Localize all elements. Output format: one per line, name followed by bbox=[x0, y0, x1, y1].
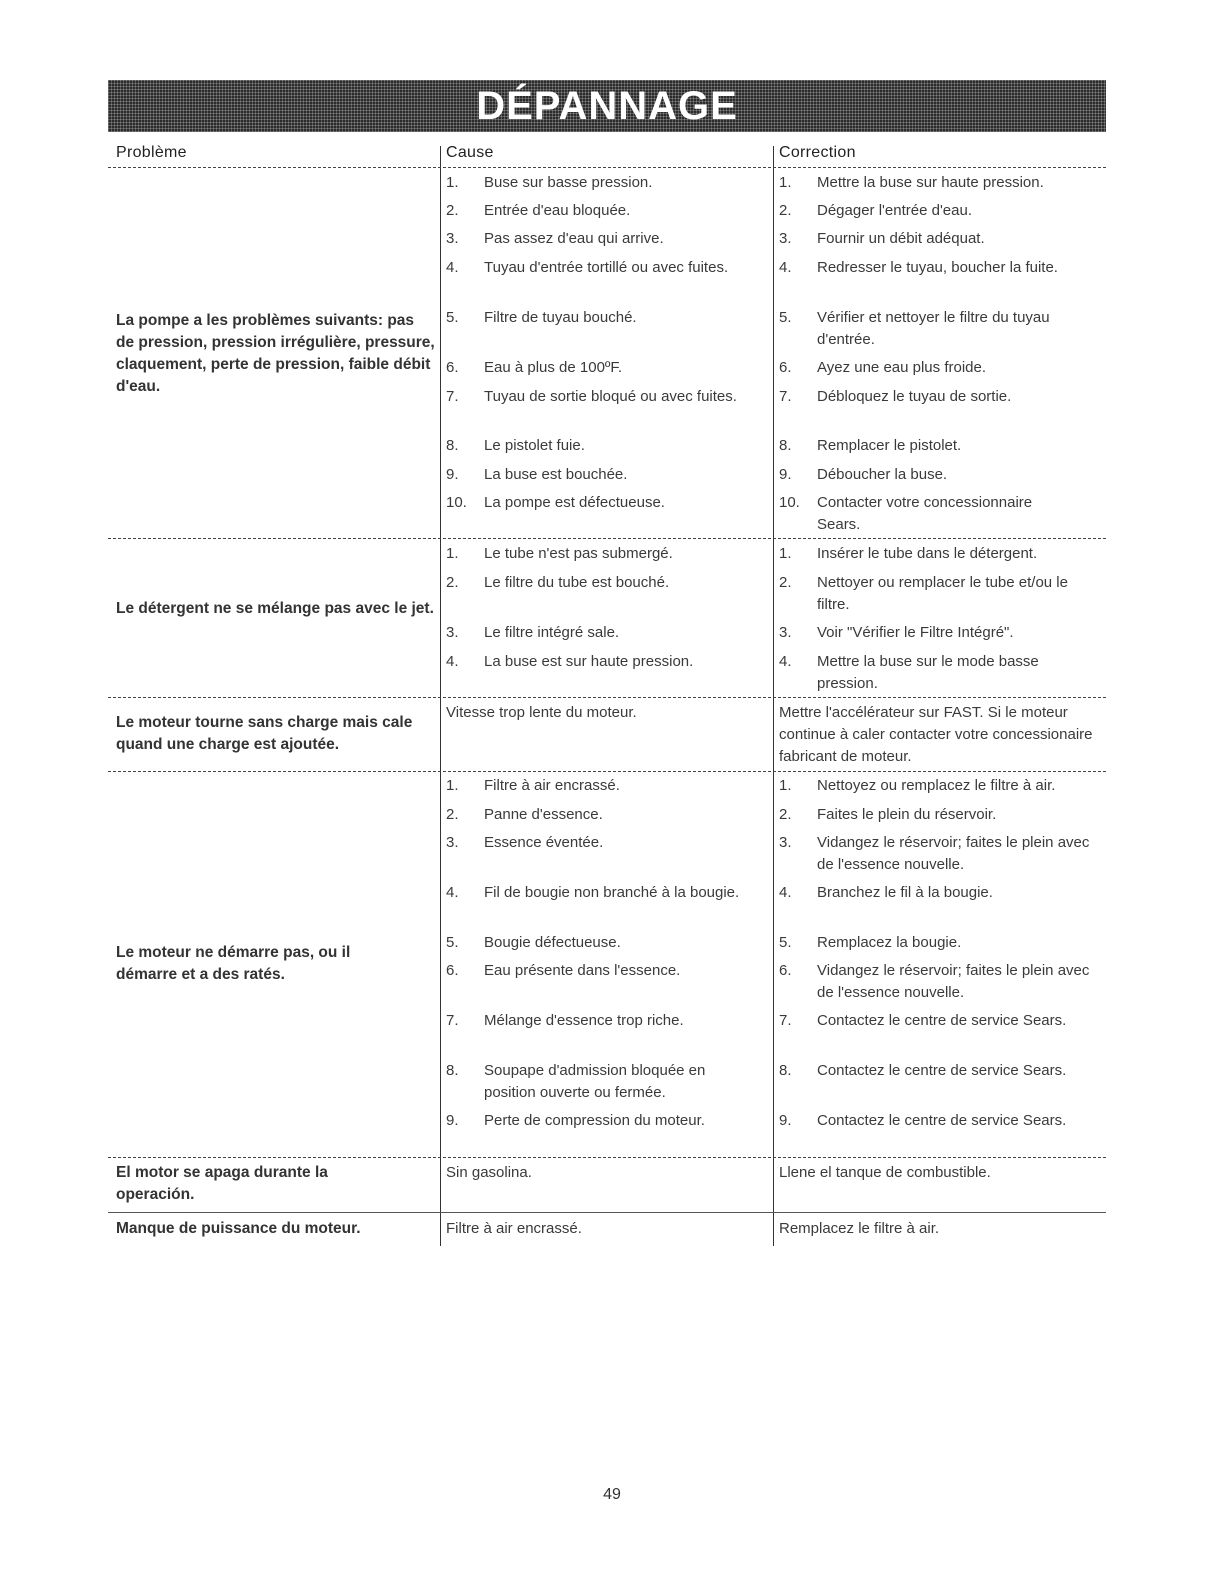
cause-text: Le pistolet fuie. bbox=[484, 437, 585, 454]
correction-number: 1. bbox=[779, 777, 792, 794]
cause-text: Filtre à air encrassé. bbox=[446, 1220, 582, 1237]
problem-text: La pompe a les problèmes suivants: pas de pression, pression irrégulière, pressure, claquement, perte de pression, faible débit d'eau. bbox=[116, 312, 435, 395]
cause-item bbox=[446, 357, 756, 379]
cause-number: 8. bbox=[446, 1062, 459, 1079]
title-banner bbox=[108, 80, 1106, 132]
correction-item bbox=[779, 172, 1105, 194]
problem-text: Le moteur ne démarre pas, ou il démarre et a des ratés. bbox=[116, 944, 351, 983]
cause-number: 2. bbox=[446, 806, 459, 823]
correction-item bbox=[779, 804, 1105, 826]
problem-text: Manque de puissance du moteur. bbox=[116, 1220, 361, 1237]
correction-number: 10. bbox=[779, 494, 800, 511]
cause-item bbox=[446, 435, 756, 457]
cause-item bbox=[446, 960, 756, 982]
problem-text: Le détergent ne se mélange pas avec le jet. bbox=[116, 600, 434, 617]
correction-number: 3. bbox=[779, 834, 792, 851]
correction-text: Llene el tanque de combustible. bbox=[779, 1164, 991, 1181]
cause-item bbox=[446, 932, 756, 954]
correction-number: 2. bbox=[779, 574, 792, 591]
cause-item bbox=[446, 651, 756, 673]
cause-number: 7. bbox=[446, 1012, 459, 1029]
cause-text: Pas assez d'eau qui arrive. bbox=[484, 230, 664, 247]
correction-item bbox=[779, 228, 1105, 250]
cause-text: Tuyau de sortie bloqué ou avec fuites. bbox=[484, 388, 737, 405]
correction-item bbox=[779, 543, 1105, 565]
correction-item bbox=[779, 357, 1105, 379]
correction-number: 5. bbox=[779, 309, 792, 326]
cause-text: Panne d'essence. bbox=[484, 806, 603, 823]
correction-number: 4. bbox=[779, 653, 792, 670]
correction-number: 9. bbox=[779, 1112, 792, 1129]
correction-number: 2. bbox=[779, 202, 792, 219]
correction-text: Contactez le centre de service Sears. bbox=[817, 1062, 1067, 1079]
problem-text: El motor se apaga durante la operación. bbox=[116, 1164, 328, 1203]
row-separator bbox=[108, 1212, 1106, 1213]
correction-text: Vérifier et nettoyer le filtre du tuyau d'entrée. bbox=[817, 309, 1050, 348]
cause-text: La pompe est défectueuse. bbox=[484, 494, 665, 511]
correction-number: 6. bbox=[779, 359, 792, 376]
cause-number: 4. bbox=[446, 653, 459, 670]
correction-text: Déboucher la buse. bbox=[817, 466, 948, 483]
cause-item bbox=[446, 572, 756, 594]
cause-text: Eau présente dans l'essence. bbox=[484, 962, 681, 979]
row-separator bbox=[108, 538, 1106, 539]
cause-item bbox=[446, 200, 756, 222]
correction-text: Ayez une eau plus froide. bbox=[817, 359, 987, 376]
correction-item bbox=[779, 572, 1079, 616]
correction-text: Redresser le tuyau, boucher la fuite. bbox=[817, 259, 1058, 276]
correction-number: 8. bbox=[779, 437, 792, 454]
column-header-correction: Correction bbox=[779, 144, 856, 161]
cause-number: 9. bbox=[446, 1112, 459, 1129]
correction-item bbox=[779, 464, 1105, 486]
correction-text: Dégager l'entrée d'eau. bbox=[817, 202, 973, 219]
correction-number: 5. bbox=[779, 934, 792, 951]
row-separator bbox=[108, 771, 1106, 772]
cause-item bbox=[446, 1110, 756, 1132]
correction-text: Contactez le centre de service Sears. bbox=[817, 1012, 1067, 1029]
cause-number: 5. bbox=[446, 309, 459, 326]
cause-text: Sin gasolina. bbox=[446, 1164, 532, 1181]
correction-number: 9. bbox=[779, 466, 792, 483]
cause-number: 2. bbox=[446, 574, 459, 591]
cause-item bbox=[446, 775, 756, 797]
cause-number: 2. bbox=[446, 202, 459, 219]
correction-number: 1. bbox=[779, 545, 792, 562]
correction-number: 6. bbox=[779, 962, 792, 979]
correction-item bbox=[779, 651, 1079, 695]
row-separator bbox=[108, 1157, 1106, 1158]
cause-item bbox=[446, 307, 756, 329]
cause-item bbox=[446, 228, 756, 250]
cause-text: Perte de compression du moteur. bbox=[484, 1112, 705, 1129]
page-number: 49 bbox=[603, 1486, 621, 1503]
cause-number: 5. bbox=[446, 934, 459, 951]
cause-text: Filtre de tuyau bouché. bbox=[484, 309, 637, 326]
cause-text: Le filtre du tube est bouché. bbox=[484, 574, 670, 591]
correction-number: 4. bbox=[779, 884, 792, 901]
page-title: DÉPANNAGE bbox=[476, 84, 738, 128]
correction-item bbox=[779, 622, 1105, 644]
correction-text: Remplacez le filtre à air. bbox=[779, 1220, 940, 1237]
cause-item bbox=[446, 464, 756, 486]
correction-text: Nettoyez ou remplacez le filtre à air. bbox=[817, 777, 1056, 794]
cause-number: 1. bbox=[446, 777, 459, 794]
correction-text: Mettre la buse sur haute pression. bbox=[817, 174, 1044, 191]
cause-text: Entrée d'eau bloquée. bbox=[484, 202, 631, 219]
correction-text: Mettre la buse sur le mode basse pression. bbox=[817, 653, 1039, 692]
correction-text: Nettoyer ou remplacer le tube et/ou le filtre. bbox=[817, 574, 1068, 613]
cause-item bbox=[446, 1010, 756, 1032]
correction-text: Voir "Vérifier le Filtre Intégré". bbox=[817, 624, 1014, 641]
cause-number: 10. bbox=[446, 494, 467, 511]
correction-item bbox=[779, 307, 1105, 351]
cause-text: La buse est sur haute pression. bbox=[484, 653, 694, 670]
correction-number: 2. bbox=[779, 806, 792, 823]
correction-item bbox=[779, 386, 1105, 408]
correction-number: 3. bbox=[779, 230, 792, 247]
correction-text: Insérer le tube dans le détergent. bbox=[817, 545, 1038, 562]
cause-text: Vitesse trop lente du moteur. bbox=[446, 704, 637, 721]
problem-text: Le moteur tourne sans charge mais cale quand une charge est ajoutée. bbox=[116, 714, 413, 753]
cause-number: 8. bbox=[446, 437, 459, 454]
cause-number: 1. bbox=[446, 174, 459, 191]
cause-number: 3. bbox=[446, 624, 459, 641]
cause-text: La buse est bouchée. bbox=[484, 466, 628, 483]
correction-item bbox=[779, 832, 1105, 876]
cause-number: 7. bbox=[446, 388, 459, 405]
correction-text: Vidangez le réservoir; faites le plein avec de l'essence nouvelle. bbox=[817, 834, 1090, 873]
correction-item bbox=[779, 435, 1105, 457]
cause-number: 3. bbox=[446, 230, 459, 247]
cause-item bbox=[446, 1060, 756, 1104]
correction-text: Contacter votre concessionnaire Sears. bbox=[817, 494, 1033, 533]
cause-number: 9. bbox=[446, 466, 459, 483]
column-header-problem: Problème bbox=[116, 144, 187, 161]
correction-number: 1. bbox=[779, 174, 792, 191]
cause-item bbox=[446, 172, 756, 194]
cause-text: Eau à plus de 100ºF. bbox=[484, 359, 623, 376]
column-header-cause: Cause bbox=[446, 144, 494, 161]
cause-number: 4. bbox=[446, 259, 459, 276]
column-divider-correction bbox=[773, 146, 774, 1246]
cause-text: Filtre à air encrassé. bbox=[484, 777, 620, 794]
correction-item bbox=[779, 882, 1105, 904]
correction-text: Débloquez le tuyau de sortie. bbox=[817, 388, 1012, 405]
correction-item bbox=[779, 257, 1079, 279]
correction-number: 3. bbox=[779, 624, 792, 641]
cause-text: Le tube n'est pas submergé. bbox=[484, 545, 673, 562]
cause-item bbox=[446, 492, 756, 514]
cause-item bbox=[446, 622, 756, 644]
correction-text: Branchez le fil à la bougie. bbox=[817, 884, 993, 901]
cause-text: Buse sur basse pression. bbox=[484, 174, 653, 191]
correction-item bbox=[779, 932, 1105, 954]
correction-text: Faites le plein du réservoir. bbox=[817, 806, 997, 823]
cause-number: 4. bbox=[446, 884, 459, 901]
correction-item bbox=[779, 1010, 1079, 1032]
correction-item bbox=[779, 200, 1105, 222]
cause-item bbox=[446, 832, 756, 854]
cause-item bbox=[446, 882, 746, 904]
correction-number: 4. bbox=[779, 259, 792, 276]
correction-item bbox=[779, 1110, 1079, 1132]
cause-text: Bougie défectueuse. bbox=[484, 934, 621, 951]
row-separator bbox=[108, 697, 1106, 698]
correction-text: Remplacez la bougie. bbox=[817, 934, 962, 951]
cause-text: Soupape d'admission bloquée en position ouverte ou fermée. bbox=[484, 1062, 706, 1101]
correction-text: Fournir un débit adéquat. bbox=[817, 230, 985, 247]
cause-item bbox=[446, 257, 746, 279]
cause-item bbox=[446, 543, 756, 565]
cause-text: Le filtre intégré sale. bbox=[484, 624, 620, 641]
correction-text: Remplacer le pistolet. bbox=[817, 437, 962, 454]
correction-item bbox=[779, 492, 1079, 536]
cause-text: Mélange d'essence trop riche. bbox=[484, 1012, 684, 1029]
correction-number: 8. bbox=[779, 1062, 792, 1079]
cause-text: Tuyau d'entrée tortillé ou avec fuites. bbox=[484, 259, 729, 276]
correction-text: Mettre l'accélérateur sur FAST. Si le moteur continue à caler contacter votre concessionaire fabricant de moteur. bbox=[779, 704, 1093, 765]
correction-text: Vidangez le réservoir; faites le plein avec de l'essence nouvelle. bbox=[817, 962, 1090, 1001]
correction-item bbox=[779, 960, 1105, 1004]
cause-text: Essence éventée. bbox=[484, 834, 604, 851]
correction-text: Contactez le centre de service Sears. bbox=[817, 1112, 1067, 1129]
cause-item bbox=[446, 386, 746, 408]
header-separator bbox=[108, 167, 1106, 168]
cause-number: 1. bbox=[446, 545, 459, 562]
cause-number: 3. bbox=[446, 834, 459, 851]
cause-item bbox=[446, 804, 756, 826]
correction-number: 7. bbox=[779, 1012, 792, 1029]
correction-item bbox=[779, 775, 1105, 797]
cause-number: 6. bbox=[446, 359, 459, 376]
cause-number: 6. bbox=[446, 962, 459, 979]
column-divider-cause bbox=[440, 146, 441, 1246]
correction-item bbox=[779, 1060, 1079, 1082]
correction-number: 7. bbox=[779, 388, 792, 405]
cause-text: Fil de bougie non branché à la bougie. bbox=[484, 884, 740, 901]
